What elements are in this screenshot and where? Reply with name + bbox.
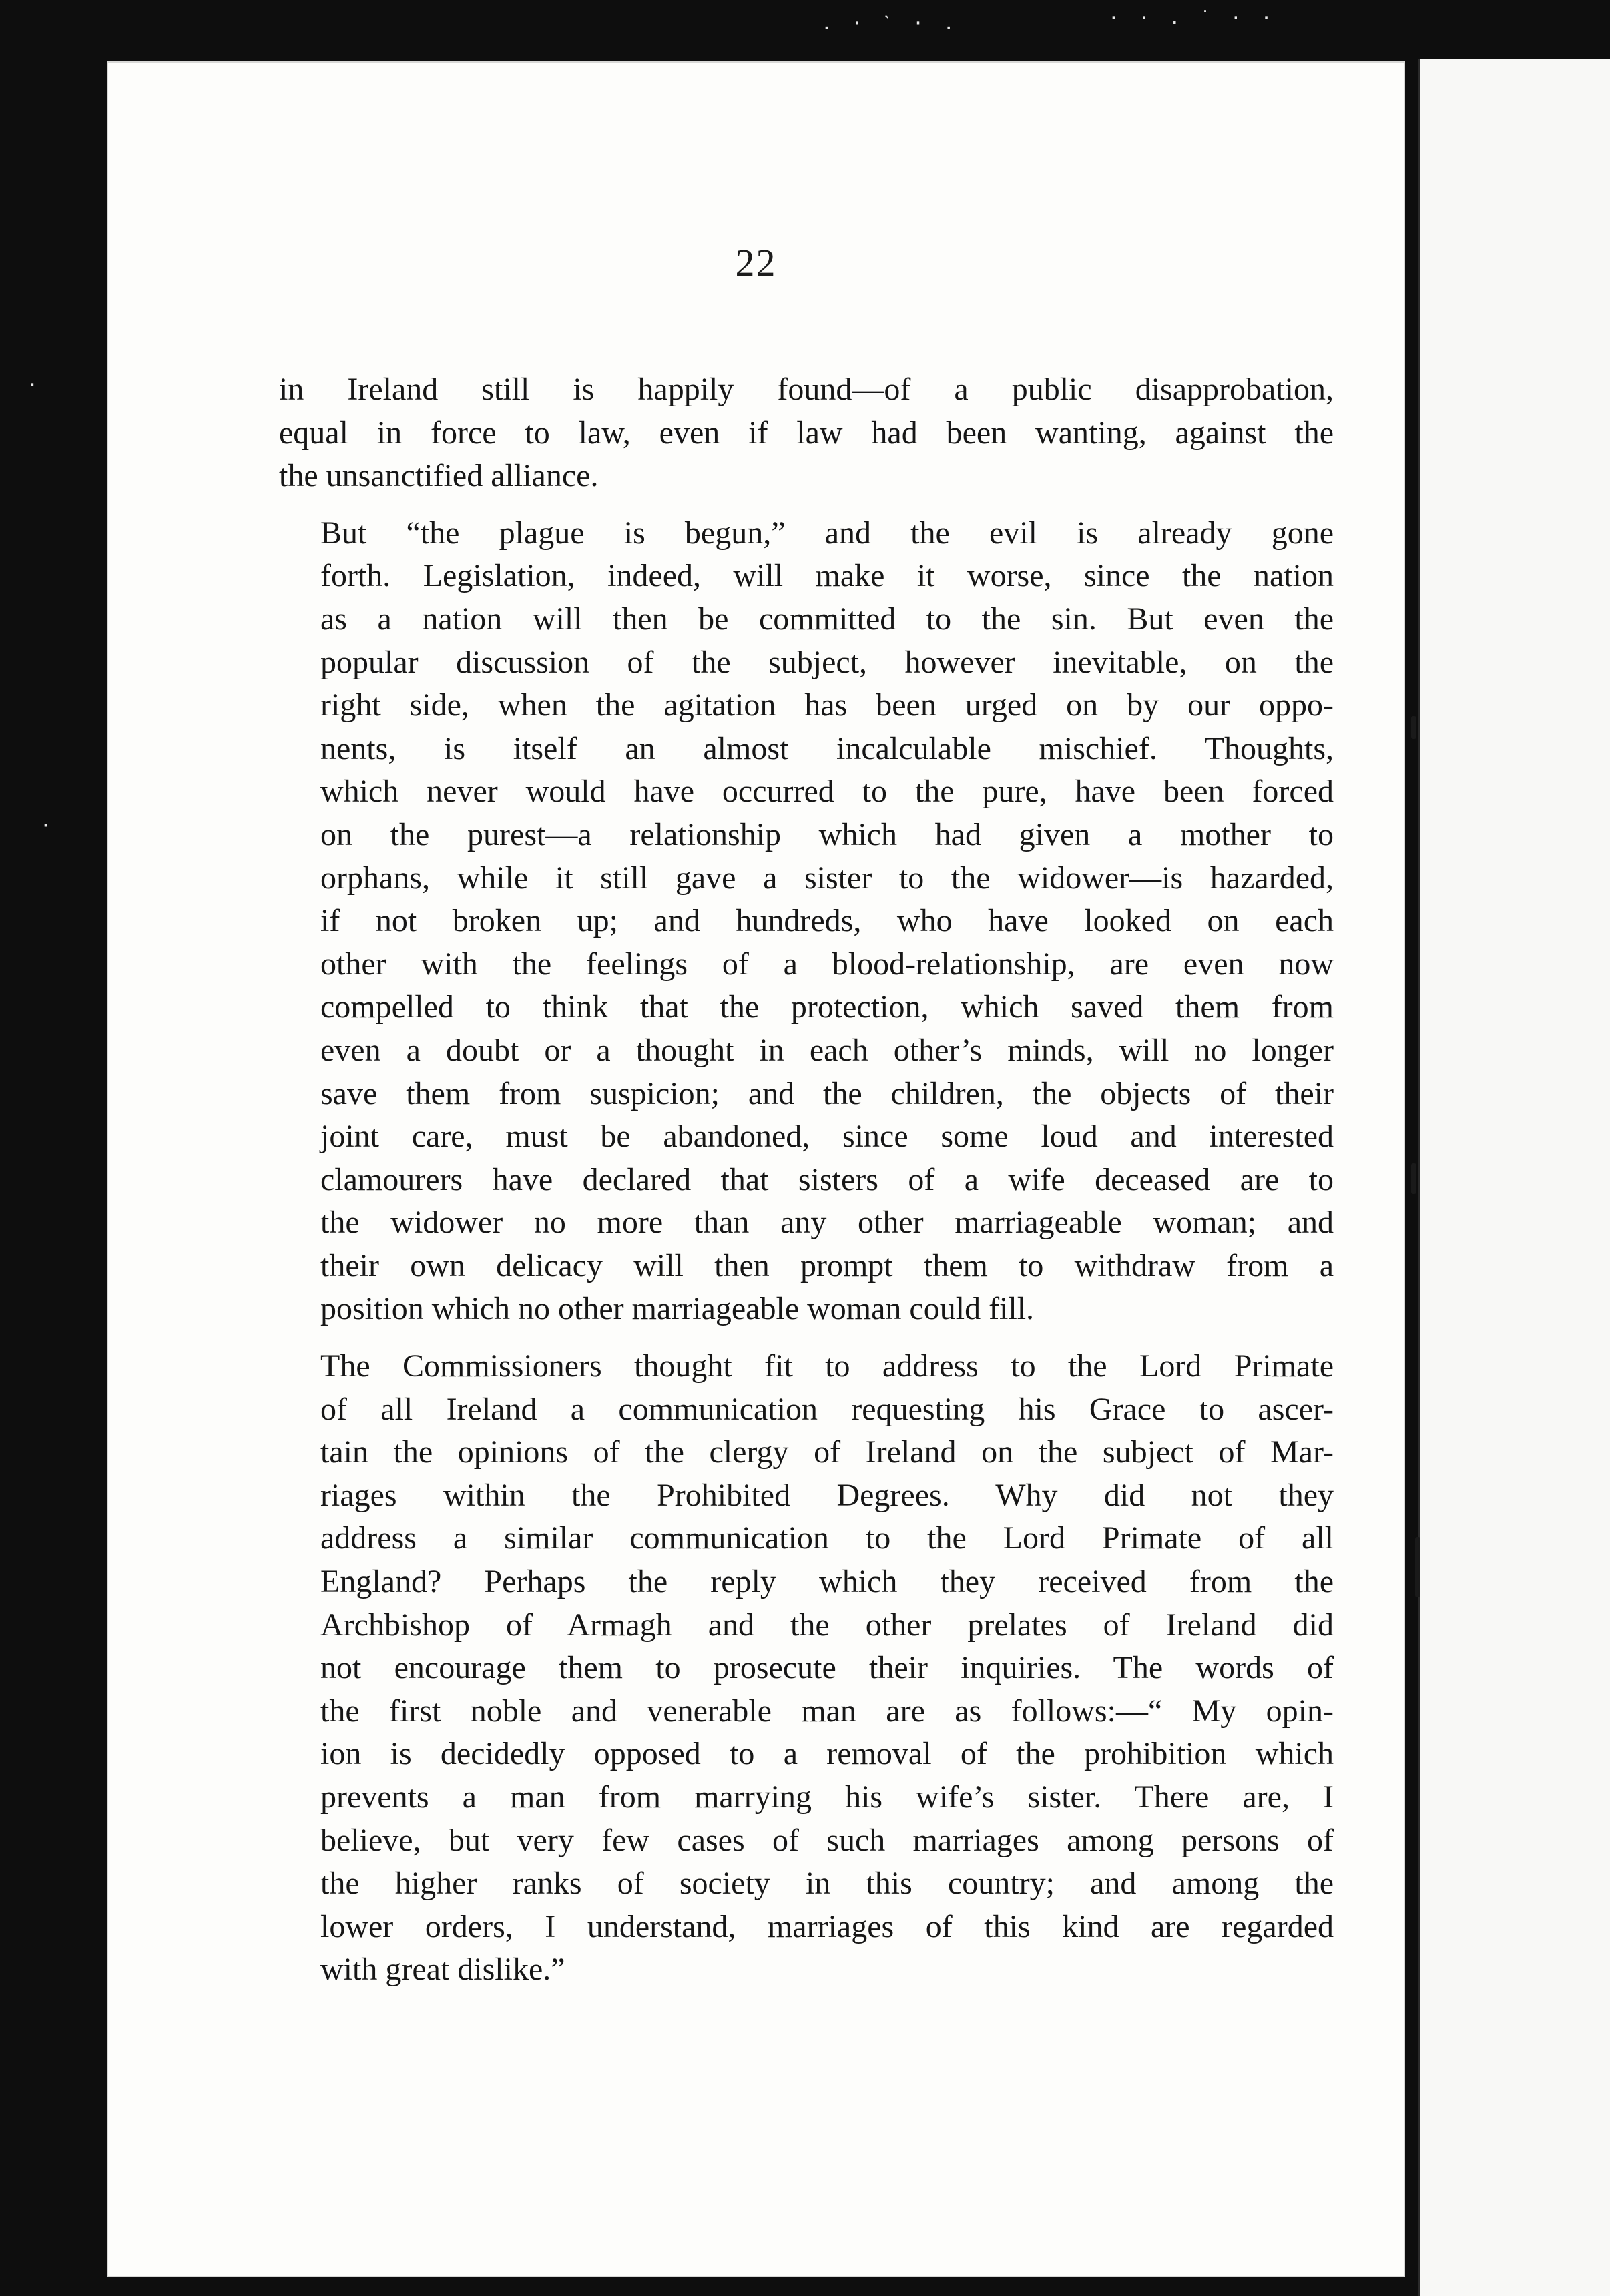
text-line: believe, but very few cases of such marriages among persons of [320, 1822, 1334, 1858]
text-line: orphans, while it still gave a sister to the widower—is hazarded, [320, 860, 1334, 896]
text-line: address a similar communication to the Lord Primate of all [320, 1520, 1334, 1556]
text-line: other with the feelings of a blood-relationship, are even now [320, 946, 1334, 982]
scan-border-speckle: . · ˋ · . [821, 12, 959, 34]
text-line: clamourers have declared that sisters of a wife deceased are to [320, 1161, 1334, 1197]
text-line: position which no other marriageable woman could fill. [320, 1291, 1035, 1327]
document-page [107, 61, 1405, 2277]
text-line: their own delicacy will then prompt them to withdraw from a [320, 1247, 1334, 1283]
paragraph [279, 512, 1334, 1331]
scan-border-speckle: · · . ˙ · · [1108, 7, 1276, 29]
scan-border-speckle: · [27, 374, 42, 396]
text-line: on the purest—a relationship which had given a mother to [320, 816, 1334, 852]
facing-page-edge [1418, 59, 1610, 2296]
facing-page-mark [1411, 716, 1416, 739]
text-line: riages within the Prohibited Degrees. Why did not they [320, 1477, 1334, 1513]
text-line: in Ireland still is happily found—of a public disapprobation, [279, 372, 1334, 407]
text-line: forth. Legislation, indeed, will make it worse, since the nation [320, 558, 1334, 594]
text-line: not encourage them to prosecute their inquiries. The words of [320, 1650, 1334, 1686]
text-line: popular discussion of the subject, however inevitable, on the [320, 644, 1334, 680]
body-text [279, 368, 1334, 1992]
scan-border-speckle: · [40, 814, 55, 836]
text-line: the unsanctified alliance. [279, 458, 599, 494]
text-line: the first noble and venerable man are as follows:—“ My opin- [320, 1693, 1334, 1729]
text-line: compelled to think that the protection, which saved them from [320, 989, 1334, 1025]
text-line: tain the opinions of the clergy of Ireland on the subject of Mar- [320, 1434, 1334, 1470]
text-line: as a nation will then be committed to the sin. But even the [320, 601, 1334, 637]
text-line: right side, when the agitation has been urged on by our oppo- [320, 687, 1334, 724]
paragraph [279, 1345, 1334, 1992]
text-line: England? Perhaps the reply which they received from the [320, 1564, 1334, 1600]
text-line: lower orders, I understand, marriages of this kind are regarded [320, 1908, 1334, 1944]
page-number: 22 [735, 241, 777, 284]
text-line: even a doubt or a thought in each other’s minds, will no longer [320, 1032, 1334, 1068]
text-line: But “the plague is begun,” and the evil is already gone [320, 515, 1334, 551]
text-line: save them from suspicion; and the children, the objects of their [320, 1075, 1334, 1111]
facing-page-mark [1415, 1537, 1420, 1597]
paragraph [279, 368, 1334, 498]
facing-page-mark [1411, 1163, 1416, 1194]
text-line: with great dislike.” [320, 1952, 565, 1988]
text-line: the higher ranks of society in this country; and among the [320, 1866, 1334, 1902]
text-line: of all Ireland a communication requesting his Grace to ascer- [320, 1391, 1334, 1427]
text-line: ion is decidedly opposed to a removal of the prohibition which [320, 1736, 1334, 1772]
text-line: equal in force to law, even if law had been wanting, against the [279, 414, 1334, 451]
text-line: the widower no more than any other marriageable woman; and [320, 1205, 1334, 1241]
text-line: if not broken up; and hundreds, who have looked on each [320, 903, 1334, 939]
text-line: which never would have occurred to the pure, have been forced [320, 774, 1334, 810]
text-line: prevents a man from marrying his wife’s sister. There are, I [320, 1779, 1334, 1815]
text-line: nents, is itself an almost incalculable mischief. Thoughts, [320, 730, 1334, 766]
text-line: Archbishop of Armagh and the other prelates of Ireland did [320, 1607, 1334, 1643]
text-line: joint care, must be abandoned, since some loud and interested [320, 1119, 1334, 1155]
text-line: The Commissioners thought fit to address to the Lord Primate [320, 1348, 1334, 1384]
